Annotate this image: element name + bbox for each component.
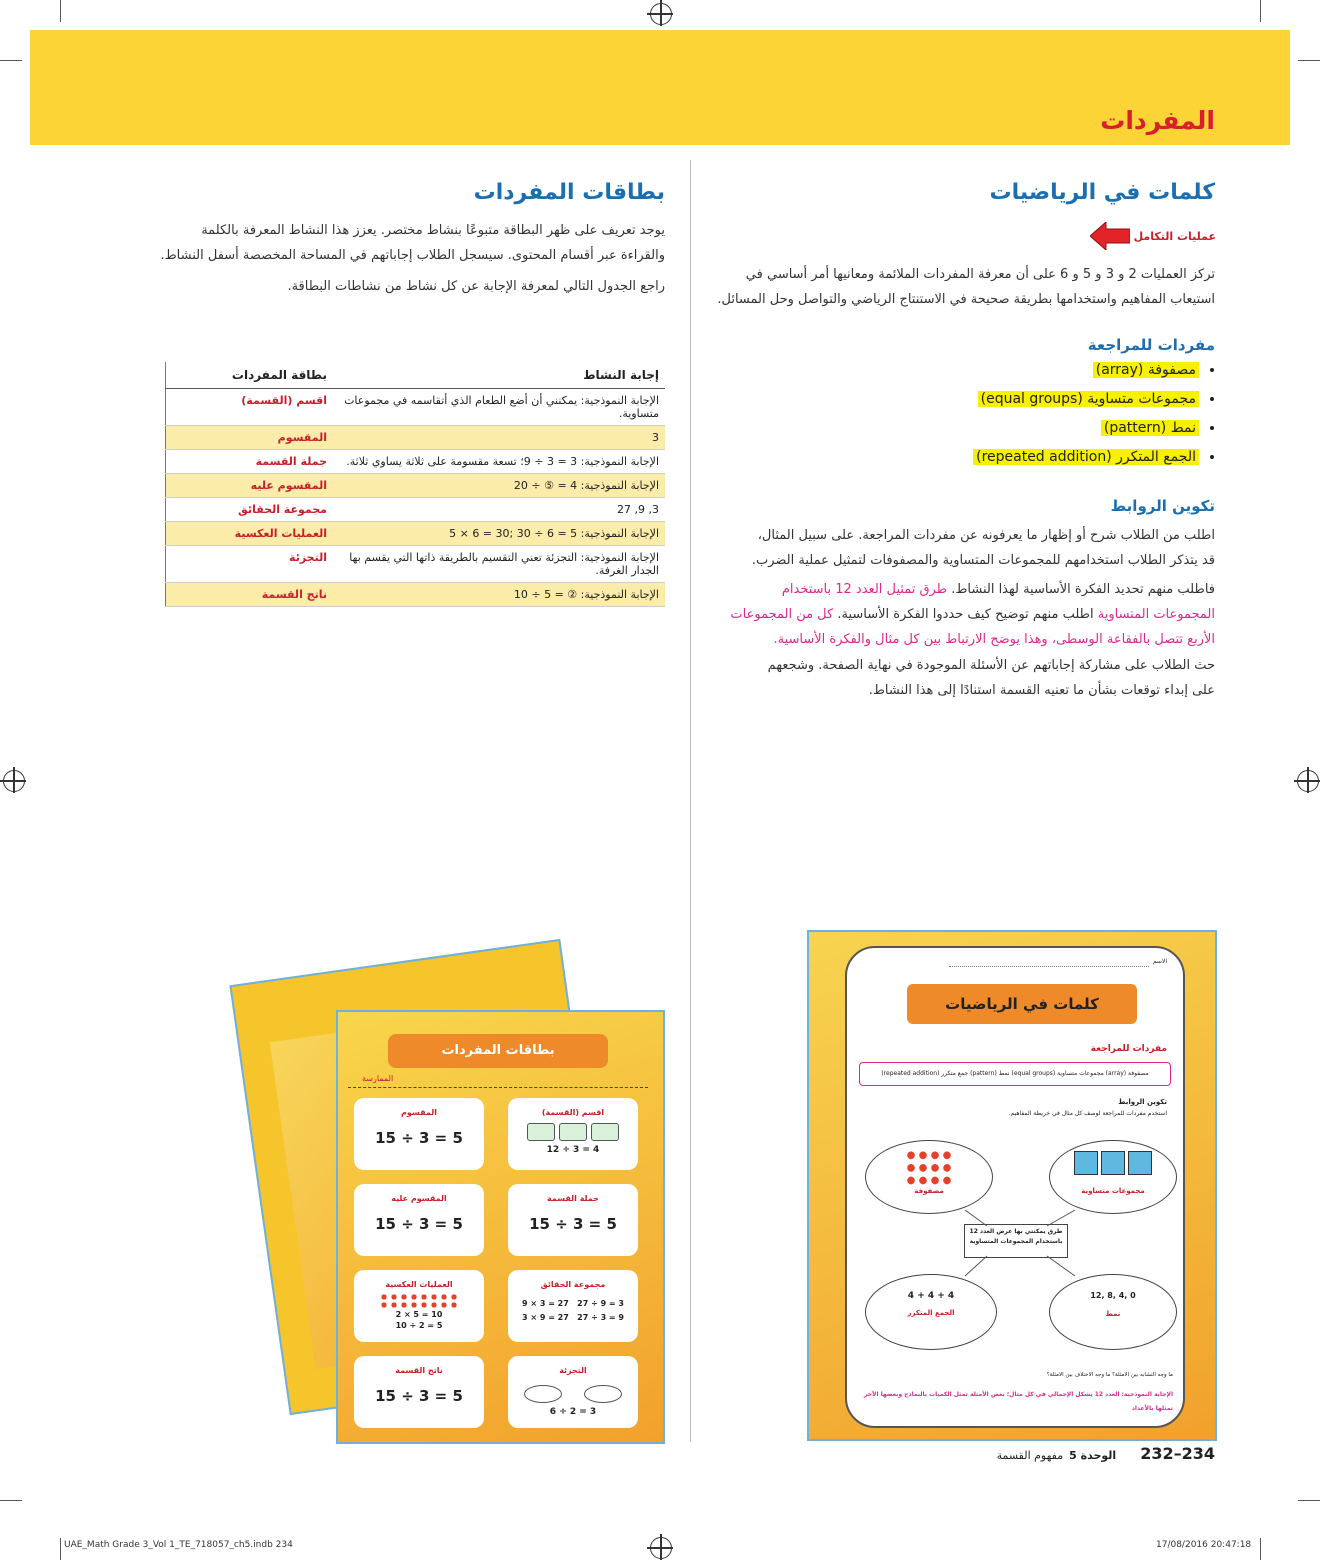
list-item: • مجموعات متساوية (equal groups) bbox=[699, 385, 1199, 414]
paragraph-line: اطلب من الطلاب شرح أو إظهار ما يعرفونه عن مفردات المراجعة. على سبيل المثال، bbox=[757, 528, 1215, 543]
table-row bbox=[166, 546, 666, 583]
trim-mark bbox=[1260, 0, 1261, 22]
card-title: المقسوم bbox=[401, 1108, 437, 1117]
worksheet-question: ما وجه التشابه بين الأمثلة؟ ما وجه الاختلاف بين الأمثلة؟ bbox=[1046, 1372, 1173, 1378]
table-row bbox=[166, 583, 666, 607]
trim-mark bbox=[0, 1500, 22, 1501]
card-title: جملة القسمة bbox=[547, 1194, 599, 1203]
paragraph-line: على إبداء توقعات بشأن ما تعنيه القسمة استنادًا إلى هذا النشاط. bbox=[868, 683, 1215, 698]
oval bbox=[584, 1385, 622, 1403]
name-label: الاسم bbox=[1152, 958, 1167, 965]
group-box bbox=[559, 1123, 587, 1141]
answer-cell: الإجابة النموذجية: 4 = ⑤ ÷ 20 bbox=[333, 474, 665, 498]
card-title: ناتج القسمة bbox=[395, 1366, 443, 1375]
thumb-card bbox=[508, 1356, 638, 1428]
worksheet-connections-text: استخدم مفردات للمراجعة لوصف كل مثال في خريطة المفاهيم. bbox=[1008, 1110, 1167, 1117]
worksheet-review-heading: مفردات للمراجعة bbox=[1090, 1044, 1167, 1054]
cards-paragraph bbox=[155, 218, 665, 299]
registration-mark-icon bbox=[3, 770, 25, 792]
trim-mark bbox=[60, 1538, 61, 1560]
worksheet-review-box: مصفوفة (array) مجموعات متساوية (equal groups) نمط (pattern) جمع متكرر (repeated addition) bbox=[859, 1062, 1171, 1086]
worksheet-banner: كلمات في الرياضيات bbox=[907, 984, 1137, 1024]
bubble-math: 4 + 4 + 4 bbox=[907, 1291, 955, 1301]
answer-cell: الإجابة النموذجية: ② = 5 ÷ 10 bbox=[333, 583, 665, 607]
card-math: 15 ÷ 3 = 5 bbox=[375, 1215, 463, 1233]
card-math: 15 ÷ 3 = 5 bbox=[375, 1129, 463, 1147]
arrow-left-icon bbox=[1090, 222, 1130, 250]
page-title: المفردات bbox=[1100, 106, 1215, 135]
text-span: فاطلب منهم تحديد الفكرة الأساسية لهذا النشاط. bbox=[947, 582, 1215, 597]
card-title: مجموعة الحقائق bbox=[540, 1280, 606, 1289]
answer-cell: الإجابة النموذجية: 5 = 6 ÷ 30 ;30 = 6 × 5 bbox=[333, 522, 665, 546]
answer-cell: 3, 9, 27 bbox=[333, 498, 665, 522]
card-title: التجزئة bbox=[559, 1366, 587, 1375]
card-math: 15 ÷ 3 = 5 bbox=[375, 1387, 463, 1405]
card-math: 12 ÷ 3 = 4 bbox=[546, 1145, 600, 1155]
table-row bbox=[166, 522, 666, 546]
trim-mark bbox=[1298, 1500, 1320, 1501]
term-cell: مجموعة الحقائق bbox=[166, 498, 334, 522]
thumb-card bbox=[508, 1184, 638, 1256]
table-row bbox=[166, 450, 666, 474]
term-cell: ناتج القسمة bbox=[166, 583, 334, 607]
paragraph-line bbox=[695, 602, 1215, 627]
intro-line: استيعاب المفاهيم واستخدامها بطريقة صحيحة في الاستنتاج الرياضي والتواصل وحل المسائل. bbox=[717, 292, 1215, 307]
review-heading: مفردات للمراجعة bbox=[1087, 336, 1215, 354]
card-math: 9 × 3 = 27 27 ÷ 9 = 3 3 × 9 = 27 27 ÷ 3 = 9 bbox=[522, 1299, 624, 1322]
left-column bbox=[165, 180, 665, 205]
card-math: 6 ÷ 2 = 3 bbox=[549, 1407, 597, 1417]
bubble-label: مجموعات متساوية bbox=[1081, 1187, 1145, 1195]
intro-line: تركز العمليات 2 و 3 و 5 و 6 على أن معرفة المفردات الملائمة ومعانيها أمر أساسي في bbox=[745, 267, 1215, 282]
thumb-card bbox=[354, 1270, 484, 1342]
paragraph-line: قد يتذكر الطلاب استخدامهم للمجموعات المتساوية والمصفوفات لتمثيل عملية الضرب. bbox=[751, 553, 1215, 568]
thumb-practice-label: الممارسة bbox=[362, 1074, 394, 1083]
partition-ovals bbox=[508, 1385, 638, 1403]
connections-paragraph-2 bbox=[695, 577, 1215, 652]
card-title: المقسوم عليه bbox=[391, 1194, 447, 1203]
term-cell: اقسم (القسمة) bbox=[166, 389, 334, 426]
pink-text: الأربع تتصل بالفقاعة الوسطى، وهذا يوضح الارتباط بين كل مثال والفكرة الأساسية. bbox=[773, 632, 1215, 647]
worksheet-page bbox=[845, 946, 1185, 1428]
answer-cell: الإجابة النموذجية: التجزئة تعني التقسيم بالطريقة ذاتها التي يقسم بها الجدار الغرفة. bbox=[333, 546, 665, 583]
connections-paragraph-3 bbox=[695, 653, 1215, 703]
bubble-label: الجمع المتكرر bbox=[907, 1309, 955, 1317]
vocabulary-cards-heading: بطاقات المفردات bbox=[473, 180, 665, 205]
term-cell: جملة القسمة bbox=[166, 450, 334, 474]
pink-text: المجموعات المتساوية bbox=[1097, 607, 1215, 622]
answers-table-wrap bbox=[165, 362, 665, 607]
intro-paragraph bbox=[695, 262, 1215, 312]
worksheet-thumbnail bbox=[807, 930, 1217, 1441]
list-item: • نمط (pattern) bbox=[699, 414, 1199, 443]
oval bbox=[524, 1385, 562, 1403]
thumb-card bbox=[354, 1098, 484, 1170]
group-box bbox=[591, 1123, 619, 1141]
registration-mark-icon bbox=[650, 3, 672, 25]
bubble-repeated-addition bbox=[865, 1274, 997, 1350]
table-row bbox=[166, 498, 666, 522]
integration-label: عمليات التكامل bbox=[1133, 229, 1216, 243]
answers-table bbox=[165, 362, 665, 607]
unit-label: الوحدة 5 bbox=[1069, 1449, 1117, 1462]
center-box: طرق يمكنني بها عرض العدد 12 باستخدام المجموعات المتساوية bbox=[964, 1224, 1068, 1258]
connections-paragraph-1 bbox=[695, 523, 1215, 573]
card-math: 2 × 5 = 10 10 ÷ 2 = 5 bbox=[395, 1310, 443, 1330]
card-title: العمليات العكسية bbox=[385, 1280, 453, 1289]
column-header-card: بطاقة المفردات bbox=[166, 362, 334, 389]
math-words-heading: كلمات في الرياضيات bbox=[989, 180, 1215, 205]
card-groups bbox=[508, 1123, 638, 1141]
worksheet-answer: الإجابة النموذجية: العدد 12 يشكل الإجمالي في كل مثال؛ بعض الأمثلة تمثل الكميات بالنماذج وبعضها الآخر تمثلها بالأعداد bbox=[863, 1391, 1173, 1412]
list-item: • الجمع المتكرر (repeated addition) bbox=[699, 443, 1199, 472]
paragraph-line: يوجد تعريف على ظهر البطاقة متبوعًا بنشاط مختصر. يعزز هذا النشاط المعرفة بالكلمة bbox=[201, 223, 665, 238]
bubble-pattern bbox=[1049, 1274, 1177, 1350]
connector-lines bbox=[847, 948, 1183, 1426]
column-divider bbox=[690, 160, 691, 1442]
registration-mark-icon bbox=[650, 1537, 672, 1559]
column-header-answer: إجابة النشاط bbox=[333, 362, 665, 389]
thumb-title: بطاقات المفردات bbox=[388, 1034, 608, 1068]
paragraph-line: والقراءة عبر أقسام المحتوى. سيسجل الطلاب إجاباتهم في المساحة المخصصة أسفل النشاط. bbox=[160, 248, 665, 263]
text-span: اطلب منهم توضيح كيف حددوا الفكرة الأساسية. bbox=[833, 607, 1098, 622]
registration-mark-icon bbox=[1297, 770, 1319, 792]
cut-line bbox=[348, 1087, 648, 1088]
trim-mark bbox=[1298, 60, 1320, 61]
page-footer bbox=[997, 1444, 1215, 1463]
list-item: • مصفوفة (array) bbox=[699, 356, 1199, 385]
table-row bbox=[166, 474, 666, 498]
review-list bbox=[699, 356, 1215, 472]
answer-cell: الإجابة النموذجية: يمكنني أن أضع الطعام الذي أتقاسمه في مجموعات متساوية. bbox=[333, 389, 665, 426]
answer-cell: 3 bbox=[333, 426, 665, 450]
connections-heading: تكوين الروابط bbox=[1110, 497, 1215, 515]
card-math: 15 ÷ 3 = 5 bbox=[529, 1215, 617, 1233]
trim-mark bbox=[60, 0, 61, 22]
term-cell: المقسوم bbox=[166, 426, 334, 450]
term-cell: التجزئة bbox=[166, 546, 334, 583]
trim-mark bbox=[1260, 1538, 1261, 1560]
pink-text: كل من المجموعات bbox=[730, 607, 834, 622]
bubble-label: نمط bbox=[1105, 1310, 1121, 1318]
bubble-math: 12, 8, 4, 0 bbox=[1090, 1291, 1136, 1300]
page-numbers: 232–234 bbox=[1140, 1444, 1215, 1463]
thumb-card bbox=[354, 1356, 484, 1428]
slug-file: UAE_Math Grade 3_Vol 1_TE_718057_ch5.indb 234 bbox=[64, 1540, 293, 1550]
card-title: اقسم (القسمة) bbox=[541, 1108, 605, 1117]
paragraph-line: حث الطلاب على مشاركة إجاباتهم عن الأسئلة الموجودة في نهاية الصفحة. وشجعهم bbox=[767, 658, 1215, 673]
trim-mark bbox=[0, 60, 22, 61]
right-column bbox=[715, 180, 1215, 205]
answer-cell: الإجابة النموذجية: 3 = 3 ÷ 9؛ تسعة مقسومة على ثلاثة يساوي ثلاثة. bbox=[333, 450, 665, 474]
thumb-card bbox=[508, 1098, 638, 1170]
term-cell: المقسوم عليه bbox=[166, 474, 334, 498]
bubble-label: مصفوفة bbox=[914, 1187, 944, 1195]
slug-date: 17/08/2016 20:47:18 bbox=[1156, 1540, 1252, 1550]
integration-tag bbox=[1090, 222, 1216, 250]
term-cell: العمليات العكسية bbox=[166, 522, 334, 546]
table-row bbox=[166, 426, 666, 450]
group-box bbox=[527, 1123, 555, 1141]
thumb-card bbox=[354, 1184, 484, 1256]
table-row bbox=[166, 389, 666, 426]
unit-title: مفهوم القسمة bbox=[996, 1449, 1064, 1462]
worksheet-connections-heading: تكوين الروابط bbox=[1118, 1098, 1167, 1106]
pink-text: طرق تمثيل العدد 12 باستخدام bbox=[781, 582, 948, 597]
array-dots-icon bbox=[379, 1293, 459, 1309]
vocabulary-cards-thumbnail bbox=[336, 1010, 665, 1444]
paragraph-line: راجع الجدول التالي لمعرفة الإجابة عن كل نشاط من نشاطات البطاقة. bbox=[287, 279, 665, 294]
thumb-card bbox=[508, 1270, 638, 1342]
paragraph-line bbox=[695, 577, 1215, 602]
